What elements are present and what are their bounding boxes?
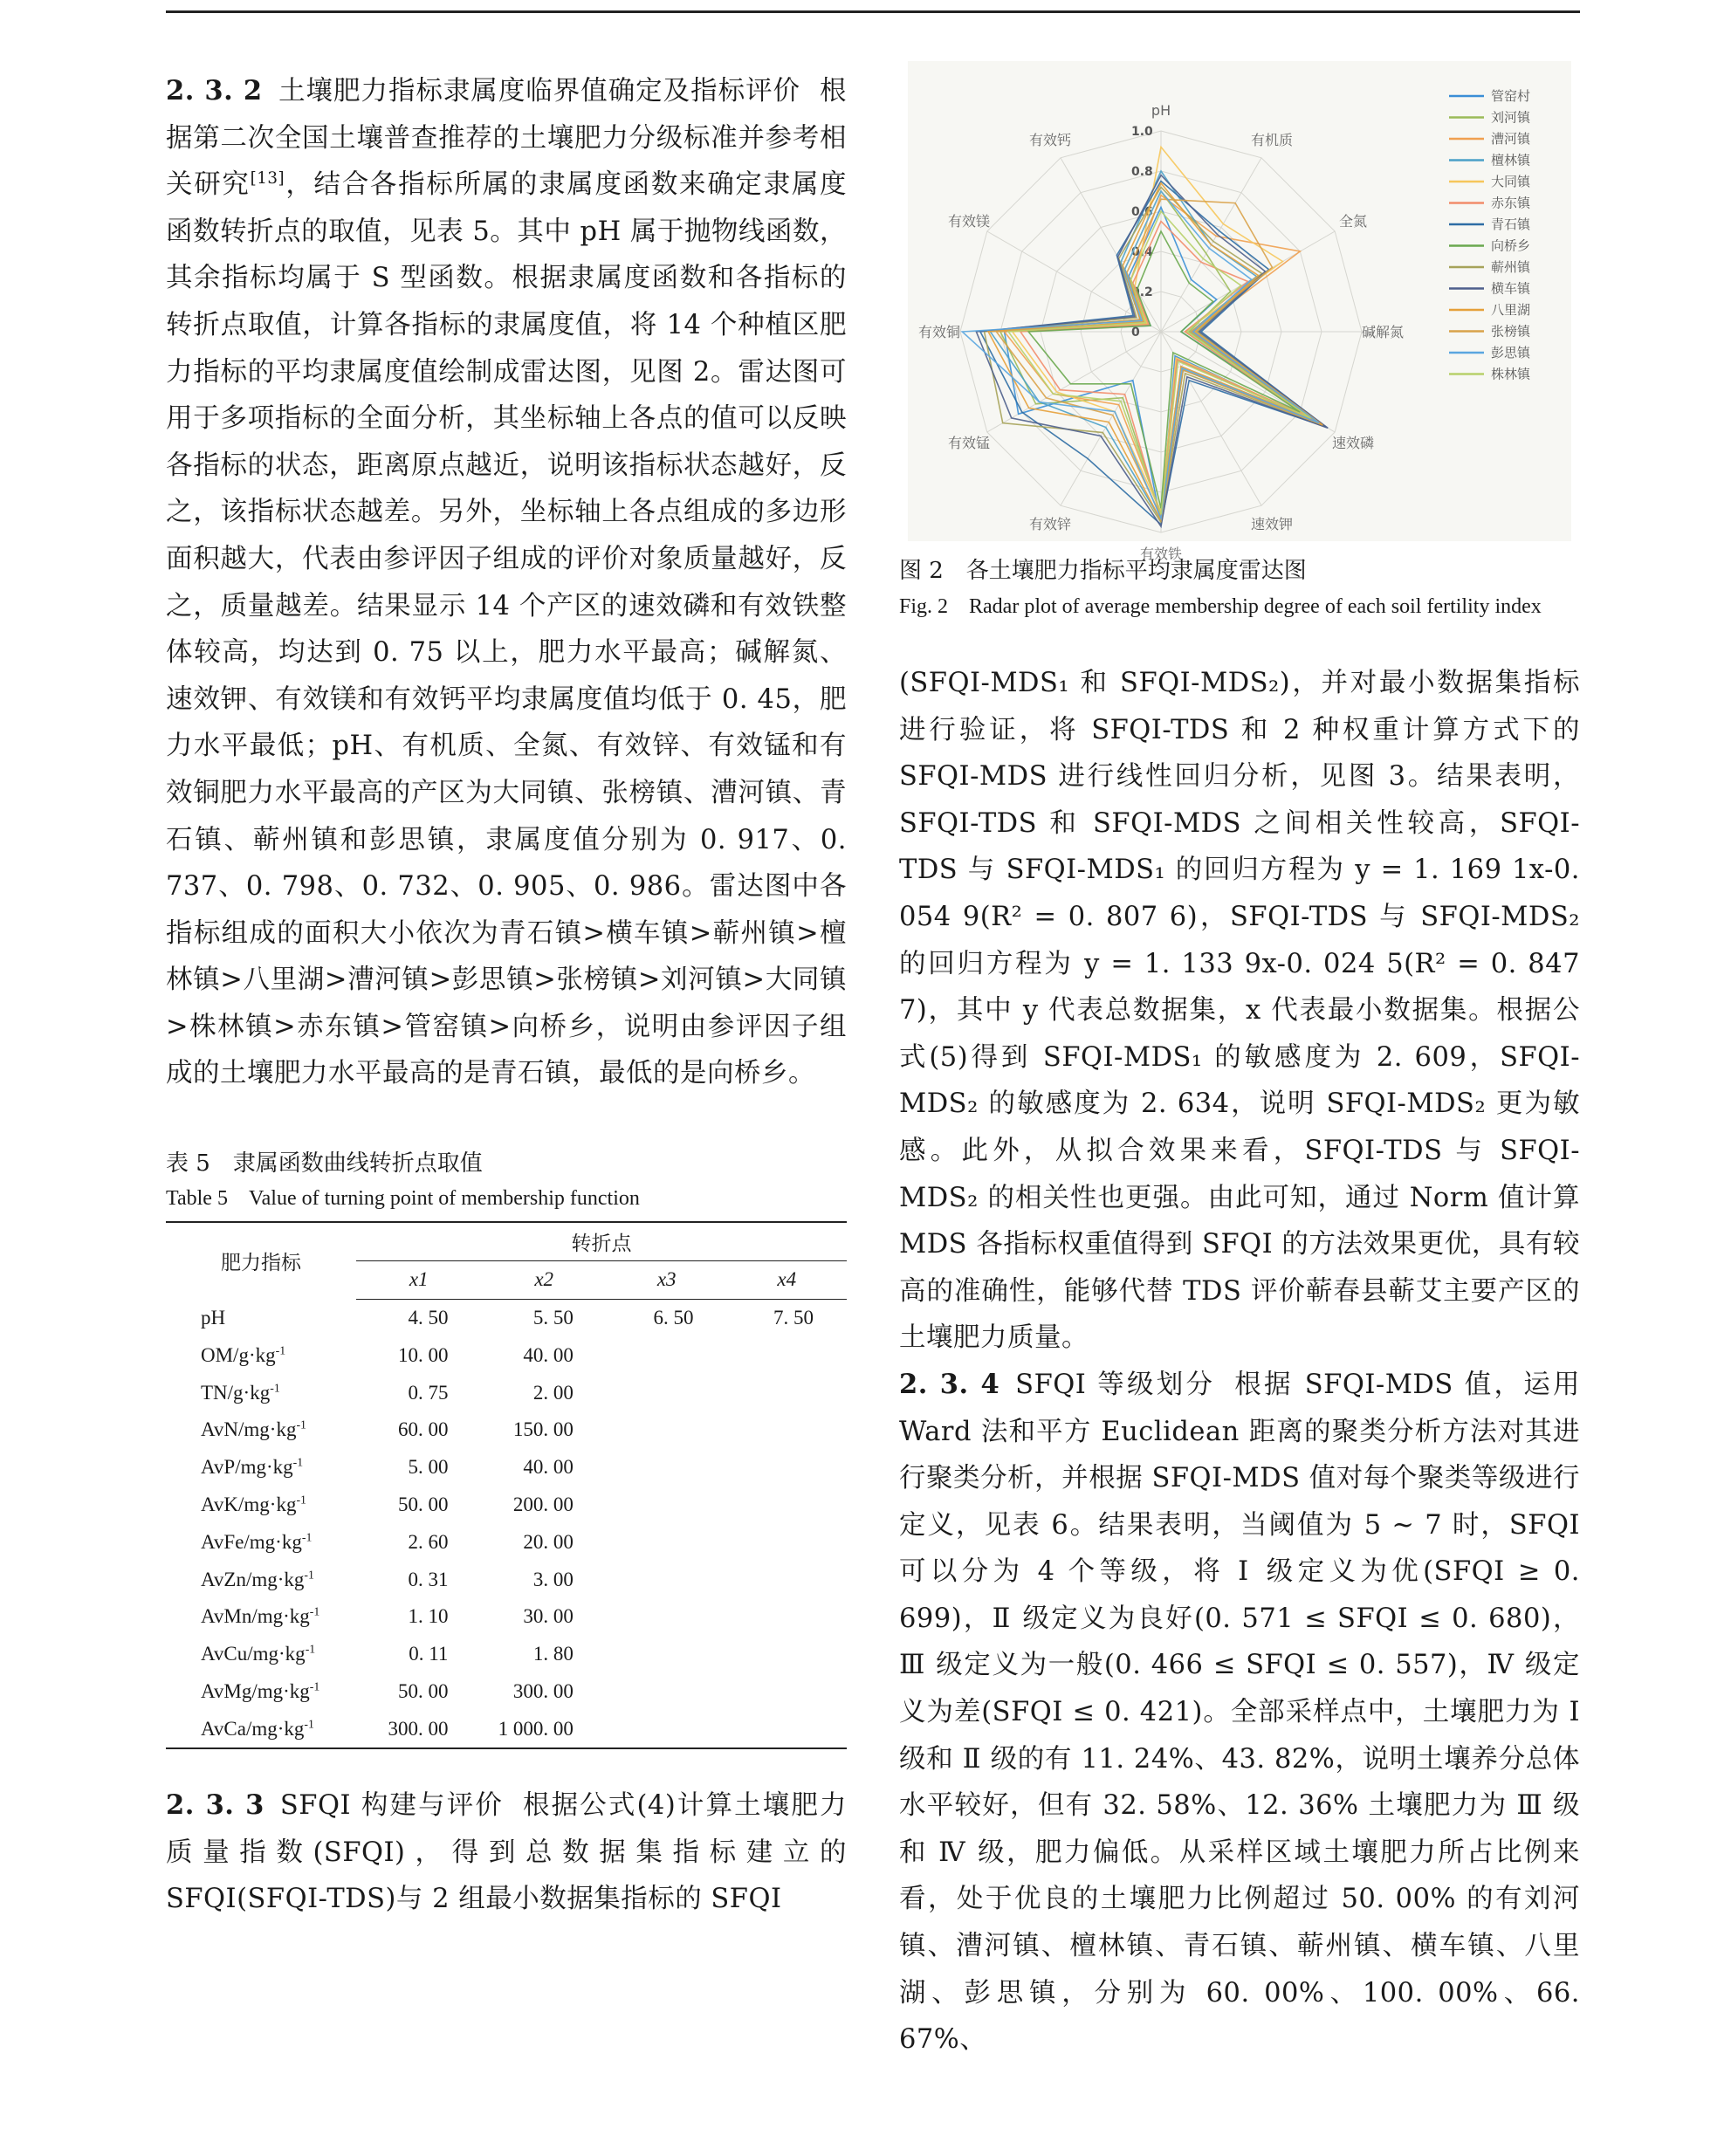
value-cell-x1: 0. 11 (409, 1643, 449, 1665)
value-cell-x4 (726, 1710, 847, 1748)
indicator-name: AvN/mg·kg (201, 1418, 297, 1441)
table-row (166, 1374, 847, 1411)
legend-label: 管窑村 (1491, 88, 1531, 104)
unit-exponent: -1 (301, 1530, 313, 1544)
col-x3 (607, 1260, 727, 1299)
legend-label: 檀林镇 (1491, 152, 1531, 168)
tick-label: 0 (1131, 326, 1140, 340)
value-cell-x2: 1. 80 (532, 1643, 574, 1665)
col-x2-label: x2 (534, 1268, 554, 1291)
legend-label: 向桥乡 (1491, 237, 1531, 254)
value-cell-x4 (726, 1449, 847, 1487)
table-row (166, 1598, 847, 1636)
col-x4 (726, 1260, 847, 1299)
col-x1 (356, 1260, 481, 1299)
value-cell-x3 (607, 1411, 727, 1449)
value-cell-x2: 200. 00 (512, 1493, 574, 1516)
value-cell-x1: 1. 10 (408, 1605, 449, 1628)
value-cell-x1: 4. 50 (408, 1307, 449, 1329)
axis-label: 有效镁 (948, 213, 991, 230)
value-cell-x4 (726, 1523, 847, 1561)
legend-label: 张榜镇 (1491, 323, 1531, 340)
value-cell-x1: 60. 00 (397, 1418, 449, 1441)
section-number: 2. 3. 3 (166, 1789, 264, 1822)
axis-label: 速效钾 (1250, 515, 1294, 532)
table-row (166, 1673, 847, 1711)
indicator-name: AvMn/mg·kg (201, 1605, 310, 1628)
section-2-3-4 (899, 1362, 1580, 2063)
radar-chart (908, 61, 1571, 562)
radar-figure (908, 61, 1571, 562)
turning-point-table (166, 1221, 847, 1749)
table-row (166, 1449, 847, 1487)
axis-label: pH (1151, 102, 1171, 119)
table-title-en: Table 5 Value of turning point of membership function (166, 1187, 640, 1211)
table-row (166, 1561, 847, 1598)
figure-caption-en: Fig. 2 Radar plot of average membership degree of each soil fertility index (899, 595, 1542, 618)
body-text: ，结合各指标所属的隶属度函数来确定隶属度函数转折点的取值，见表 5。其中 pH 属于抛物线函数，其余指标均属于 S 型函数。根据隶属度函数和各指标的转折点取值，计算各指标的隶属度值，将 14 个种植区肥力指标的平均隶属度值绘制成雷达图，见图 2。雷达图可用于多项指标的全面分析，其坐标轴上各点的值可以反映各指标的状态，距离原点越近，说明该指标状态越好，反之，该指标状态越差。另外，坐标轴上各点组成的多边形面积越大，代表由参评因子组成的评价对象质量越好，反之，质量越差。结果显示 14 个产区的速效磷和有效铁整体较高，均达到 0. 75 以上，肥力水平最高；碱解氮、速效钾、有效镁和有效钙平均隶属度值均低于 0. 45，肥力水平最低；pH、有机质、全氮、有效锌、有效锰和有效铜肥力水平最高的产区为大同镇、张榜镇、漕河镇、青石镇、蕲州镇和彭思镇，隶属度值分别为 0. 917、0. 737、0. 798、0. 732、0. 905、0. 986。雷达图中各指标组成的面积大小依次为青石镇>横车镇>蕲州镇>檀林镇>八里湖>漕河镇>彭思镇>张榜镇>刘河镇>大同镇>株林镇>赤东镇>管窑镇>向桥乡，说明由参评因子组成的土壤肥力水平最高的是青石镇，最低的是向桥乡。 (166, 169, 848, 1089)
col-x2 (481, 1260, 606, 1299)
value-cell-x1: 10. 00 (397, 1343, 449, 1366)
value-cell-x2: 5. 50 (532, 1307, 574, 1329)
tick-label: 0.4 (1131, 245, 1153, 259)
legend-label: 八里湖 (1491, 302, 1531, 318)
value-cell-x4: 7. 50 (773, 1307, 814, 1329)
indicator-cell (166, 1710, 356, 1748)
indicator-name: pH (201, 1306, 226, 1329)
indicator-name: AvCu/mg·kg (201, 1643, 306, 1665)
value-cell-x3 (607, 1636, 727, 1673)
citation: [13] (250, 169, 285, 189)
unit-exponent: -1 (275, 1343, 286, 1357)
value-cell-x3 (607, 1374, 727, 1411)
indicator-cell (166, 1636, 356, 1673)
axis-label: 有效锰 (948, 435, 991, 451)
value-cell-x4 (726, 1561, 847, 1598)
indicator-name: AvZn/mg·kg (201, 1568, 305, 1590)
legend-label: 大同镇 (1491, 174, 1531, 189)
axis-label: 有效钙 (1028, 132, 1072, 149)
axis-label: 有效铜 (917, 324, 961, 340)
unit-exponent: -1 (309, 1604, 320, 1618)
unit-exponent: -1 (309, 1679, 320, 1693)
section-2-3-3 (166, 1782, 847, 1923)
value-cell-x3: 6. 50 (653, 1307, 694, 1329)
left-column (166, 68, 847, 1923)
value-cell-x3 (607, 1523, 727, 1561)
col-turning-point: 转折点 (356, 1222, 847, 1260)
legend-label: 青石镇 (1491, 216, 1531, 232)
value-cell-x3 (607, 1710, 727, 1748)
unit-exponent: -1 (270, 1380, 280, 1394)
value-cell-x2: 40. 00 (523, 1456, 574, 1479)
value-cell-x2: 20. 00 (523, 1530, 574, 1553)
value-cell-x2: 1 000. 00 (498, 1717, 574, 1740)
indicator-name: OM/g·kg (201, 1343, 276, 1366)
unit-exponent: -1 (296, 1418, 306, 1432)
legend-label: 漕河镇 (1491, 131, 1531, 147)
value-cell-x3 (607, 1673, 727, 1711)
value-cell-x2: 2. 00 (532, 1381, 574, 1404)
unit-exponent: -1 (296, 1493, 306, 1507)
value-cell-x3 (607, 1561, 727, 1598)
value-cell-x1: 300. 00 (388, 1717, 449, 1740)
indicator-name: AvK/mg·kg (201, 1493, 297, 1516)
figure-caption-cn: 图 2 各土壤肥力指标平均隶属度雷达图 (899, 558, 1307, 584)
chart-background (908, 61, 1571, 541)
indicator-cell (166, 1411, 356, 1449)
value-cell-x4 (726, 1636, 847, 1673)
value-cell-x3 (607, 1449, 727, 1487)
right-column (899, 61, 1580, 2063)
axis-label: 速效磷 (1331, 435, 1374, 451)
col-x1-label: x1 (409, 1268, 429, 1291)
unit-exponent: -1 (292, 1455, 304, 1469)
value-cell-x1: 5. 00 (408, 1456, 449, 1479)
value-cell-x4 (726, 1598, 847, 1636)
axis-label: 有机质 (1250, 132, 1294, 149)
value-cell-x4 (726, 1411, 847, 1449)
value-cell-x1: 50. 00 (397, 1493, 449, 1516)
tick-label: 0.8 (1131, 165, 1153, 179)
section-number: 2. 3. 4 (899, 1368, 1000, 1400)
table-row (166, 1411, 847, 1449)
col-indicator: 肥力指标 (220, 1252, 301, 1274)
paragraph-regression: (SFQI-MDS₁ 和 SFQI-MDS₂)，并对最小数据集指标进行验证，将 SFQI-TDS 和 2 种权重计算方式下的 SFQI-MDS 进行线性回归分析，见图 3。结果表明，SFQI-TDS 和 SFQI-MDS 之间相关性较高，SFQI-TDS 与 SFQI-MDS₁ 的回归方程为 y = 1. 169 1x-0. 054 9(R² = 0. 807 6)，SFQI-TDS 与 SFQI-MDS₂ 的回归方程为 y = 1. 133 9x-0. 024 5(R² = 0. 847 7)，其中 y 代表总数据集，x 代表最小数据集。根据公式(5)得到 SFQI-MDS₁ 的敏感度为 2. 609，SFQI-MDS₂ 的敏感度为 2. 634，说明 SFQI-MDS₂ 更为敏感。此外，从拟合效果来看，SFQI-TDS 与 SFQI-MDS₂ 的相关性也更强。由此可知，通过 Norm 值计算 MDS 各指标权重值得到 SFQI 的方法效果更优，具有较高的准确性，能够代替 TDS 评价蕲春县蕲艾主要产区的土壤肥力质量。 (899, 668, 1580, 1354)
legend-label: 横车镇 (1491, 280, 1531, 297)
section-number: 2. 3. 2 (166, 75, 263, 106)
body-text: 根据第二次全国土壤普查推荐的土壤肥力分级标准并参考相关研究 (166, 76, 848, 201)
value-cell-x2: 40. 00 (523, 1343, 574, 1366)
table-row (166, 1636, 847, 1673)
tick-label: 0.2 (1131, 285, 1153, 299)
value-cell-x4 (726, 1487, 847, 1524)
body-text: 根据 SFQI-MDS 值，运用 Ward 法和平方 Euclidean 距离的聚类分析方法对其进行聚类分析，并根据 SFQI-MDS 值对每个聚类等级进行定义，见表 6。结果表明，当阈值为 5 ~ 7 时，SFQI 可以分为 4 个等级，将 Ⅰ 级定义为优(SFQI ≥ 0. 699)，Ⅱ 级定义为良好(0. 571 ≤ SFQI ≤ 0. 680)，Ⅲ 级定义为一般(0. 466 ≤ SFQI ≤ 0. 557)，Ⅳ 级定义为差(SFQI ≤ 0. 421)。全部采样点中，土壤肥力为 Ⅰ 级和 Ⅱ 级的有 11. 24%、43. 82%，说明土壤养分总体水平较好，但有 32. 58%、12. 36% 土壤肥力为 Ⅲ 级和 Ⅳ 级，肥力偏低。从采样区域土壤肥力所占比例来看，处于优良的土壤肥力比例超过 50. 00% 的有刘河镇、漕河镇、檀林镇、青石镇、蕲州镇、横车镇、八里湖、彭思镇，分别为 60. 00%、100. 00%、66. 67%、 (899, 1369, 1581, 2056)
value-cell-x1: 2. 60 (408, 1530, 449, 1553)
table-row (166, 1523, 847, 1561)
value-cell-x4 (726, 1374, 847, 1411)
body-text: 根据公式(4)计算土壤肥力质量指数(SFQI)，得到总数据集指标建立的 SFQI(SFQI-TDS)与 2 组最小数据集指标的 SFQI (166, 1790, 848, 1915)
axis-label: 有效锌 (1028, 515, 1072, 532)
section-2-3-2 (166, 68, 847, 1097)
legend-label: 彭思镇 (1491, 345, 1531, 360)
value-cell-x4 (726, 1336, 847, 1374)
header-rule (166, 10, 1580, 13)
value-cell-x1: 0. 31 (408, 1568, 449, 1590)
indicator-cell (166, 1523, 356, 1561)
table-row (166, 1299, 847, 1336)
axis-label: 全氮 (1338, 213, 1367, 230)
indicator-cell (166, 1673, 356, 1711)
indicator-cell (166, 1598, 356, 1636)
legend-label: 刘河镇 (1491, 109, 1531, 126)
table-row (166, 1336, 847, 1374)
unit-exponent: -1 (305, 1642, 316, 1656)
indicator-name: AvP/mg·kg (201, 1456, 293, 1479)
indicator-name: AvFe/mg·kg (201, 1530, 302, 1553)
axis-label: 有效铁 (1139, 546, 1183, 562)
tick-label: 1.0 (1131, 125, 1153, 139)
table-row (166, 1710, 847, 1748)
indicator-cell (166, 1336, 356, 1374)
table-title-cn: 表 5 隶属函数曲线转折点取值 (166, 1150, 483, 1178)
value-cell-x2: 150. 00 (512, 1418, 574, 1441)
col-x3-label: x3 (656, 1268, 677, 1291)
section-title: 土壤肥力指标隶属度临界值确定及指标评价 (278, 76, 801, 106)
indicator-name: TN/g·kg (201, 1381, 271, 1404)
value-cell-x1: 0. 75 (408, 1381, 449, 1404)
legend-label: 株林镇 (1491, 366, 1531, 382)
indicator-cell (166, 1374, 356, 1411)
legend-label: 赤东镇 (1491, 195, 1531, 211)
value-cell-x3 (607, 1487, 727, 1524)
legend-label: 蕲州镇 (1491, 259, 1531, 275)
value-cell-x1: 50. 00 (397, 1680, 449, 1703)
value-cell-x3 (607, 1336, 727, 1374)
axis-label: 碱解氮 (1361, 324, 1405, 340)
value-cell-x2: 3. 00 (532, 1568, 574, 1590)
unit-exponent: -1 (304, 1717, 314, 1731)
indicator-name: AvCa/mg·kg (201, 1717, 305, 1740)
indicator-cell (166, 1561, 356, 1598)
value-cell-x3 (607, 1598, 727, 1636)
value-cell-x2: 30. 00 (523, 1605, 574, 1628)
indicator-cell (166, 1487, 356, 1524)
section-title: SFQI 构建与评价 (279, 1790, 504, 1822)
indicator-cell (166, 1299, 356, 1336)
value-cell-x2: 300. 00 (512, 1680, 574, 1703)
tick-label: 0.6 (1131, 205, 1153, 219)
table-body (166, 1299, 847, 1748)
unit-exponent: -1 (304, 1567, 314, 1581)
table-row (166, 1487, 847, 1524)
indicator-name: AvMg/mg·kg (201, 1680, 310, 1703)
value-cell-x4 (726, 1673, 847, 1711)
section-title: SFQI 等级划分 (1015, 1369, 1216, 1400)
col-x4-label: x4 (777, 1268, 797, 1291)
indicator-cell (166, 1449, 356, 1487)
